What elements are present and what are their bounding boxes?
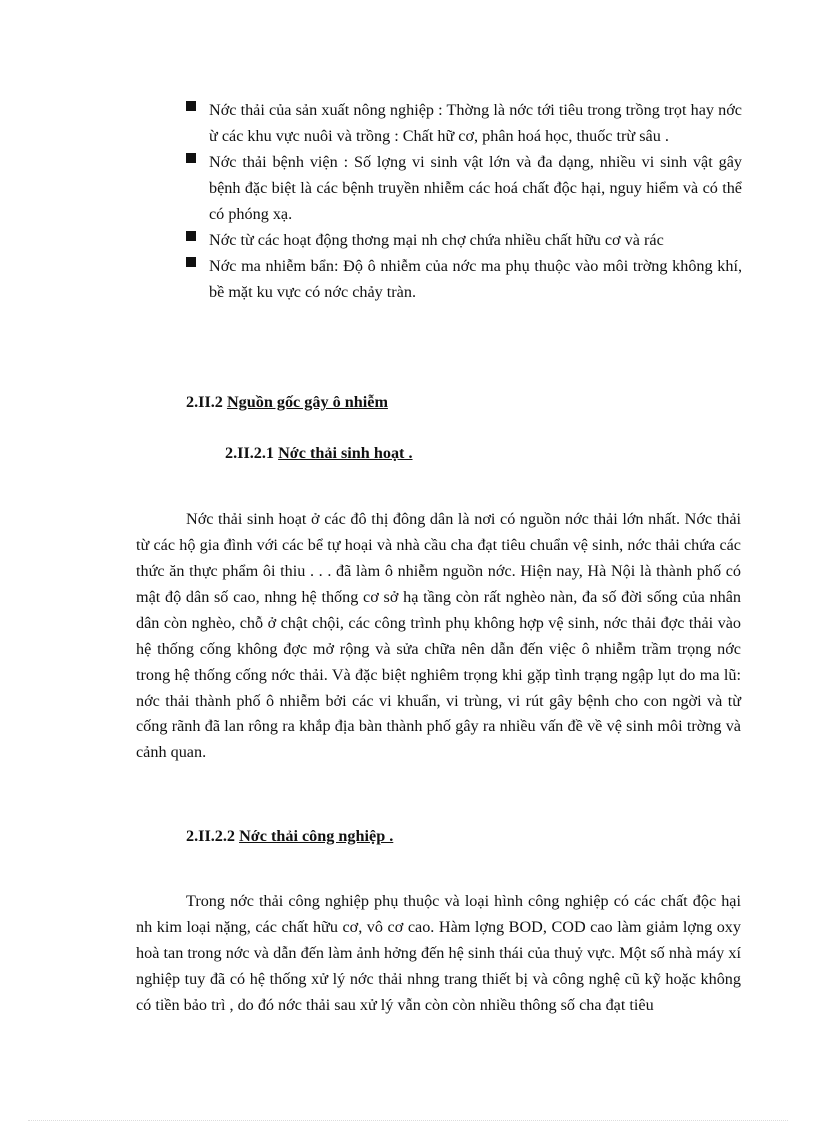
bullet-item-agriculture bbox=[186, 97, 742, 149]
square-bullet-icon bbox=[186, 101, 196, 111]
bullet-item-hospital bbox=[186, 149, 742, 227]
subsection-heading-industrial bbox=[186, 824, 393, 848]
section-number: 2.II.2 bbox=[186, 393, 223, 411]
square-bullet-icon bbox=[186, 231, 196, 241]
paragraph-domestic-wastewater: Nớc thải sinh hoạt ở các đô thị đông dân là nơi có nguồn nớc thải lớn nhất. Nớc thải từ các hộ gia đình với các bể tự hoại và nhà cầu cha đạt tiêu chuẩn vệ sinh, nớc thải chứa các thức ăn thực phẩm ôi thiu . . . đã làm ô nhiễm nguồn nớc. Hiện nay, Hà Nội là thành phố có mật độ dân số cao, nhng hệ thống cơ sở hạ tầng còn rất nghèo nàn, đa số đời sống của nhân dân còn nghèo, chỗ ở chật chội, các công trình phụ không hợp vệ sinh, nớc thải đợc thải vào hệ thống cống không đợc mở rộng và sửa chữa nên dẫn đến việc ô nhiễm trầm trọng nớc trong hệ thống cống nớc thải. Và đặc biệt nghiêm trọng khi gặp tình trạng ngập lụt do ma lũ: nớc thải thành phố ô nhiễm bởi các vi khuẩn, vi trùng, vi rút gây bệnh cho con ngời và từ cống rãnh đã lan rông ra khắp địa bàn thành phố gây ra nhiều vấn đề về vệ sinh môi trờng và cảnh quan. bbox=[136, 510, 741, 762]
square-bullet-icon bbox=[186, 257, 196, 267]
bullet-item-commerce bbox=[186, 227, 742, 253]
section-title: Nguồn gốc gây ô nhiễm bbox=[226, 393, 388, 411]
subsection-title: Nớc thải công nghiệp . bbox=[239, 827, 394, 845]
bullet-text: Nớc thải của sản xuất nông nghiệp : Thờng là nớc tới tiêu trong trồng trọt hay nớc ừ các khu vực nuôi và trồng : Chất hữ cơ, phân hoá học, thuốc trừ sâu . bbox=[209, 101, 742, 145]
footer-divider bbox=[28, 1120, 788, 1121]
subsection-number: 2.II.2.1 bbox=[225, 444, 275, 462]
bullet-text: Nớc thải bệnh viện : Số lợng vi sinh vật lớn và đa dạng, nhiều vi sinh vật gây bệnh đặc biệt là các bệnh truyền nhiễm các hoá chất độc hại, nguy hiểm và có thể có phóng xạ. bbox=[209, 153, 742, 223]
paragraph-industrial-wastewater: Trong nớc thải công nghiệp phụ thuộc và loại hình công nghiệp có các chất độc hại nh kim loại nặng, các chất hữu cơ, vô cơ cao. Hàm lợng BOD, COD cao làm giảm lợng oxy hoà tan trong nớc và dẫn đến làm ảnh hởng đến hệ sinh thái của thuỷ vực. Một số nhà máy xí nghiệp tuy đã có hệ thống xử lý nớc thải nhng trang thiết bị và công nghệ cũ kỹ hoặc không có tiền bảo trì , do đó nớc thải sau xử lý vẫn còn còn nhiều thông số cha đạt tiêu bbox=[136, 892, 741, 1014]
subsection-title: Nớc thải sinh hoạt . bbox=[278, 444, 413, 462]
bullet-list bbox=[186, 97, 742, 305]
bullet-item-rain bbox=[186, 253, 742, 305]
bullet-text: Nớc ma nhiễm bẩn: Độ ô nhiễm của nớc ma phụ thuộc vào môi trờng không khí, bề mặt ku vực có nớc chảy tràn. bbox=[209, 257, 742, 301]
square-bullet-icon bbox=[186, 153, 196, 163]
subsection-number: 2.II.2.2 bbox=[186, 827, 236, 845]
bullet-text: Nớc từ các hoạt động thơng mại nh chợ chứa nhiều chất hữu cơ và rác bbox=[209, 231, 664, 249]
section-heading bbox=[186, 390, 388, 414]
subsection-heading-domestic bbox=[225, 441, 413, 465]
